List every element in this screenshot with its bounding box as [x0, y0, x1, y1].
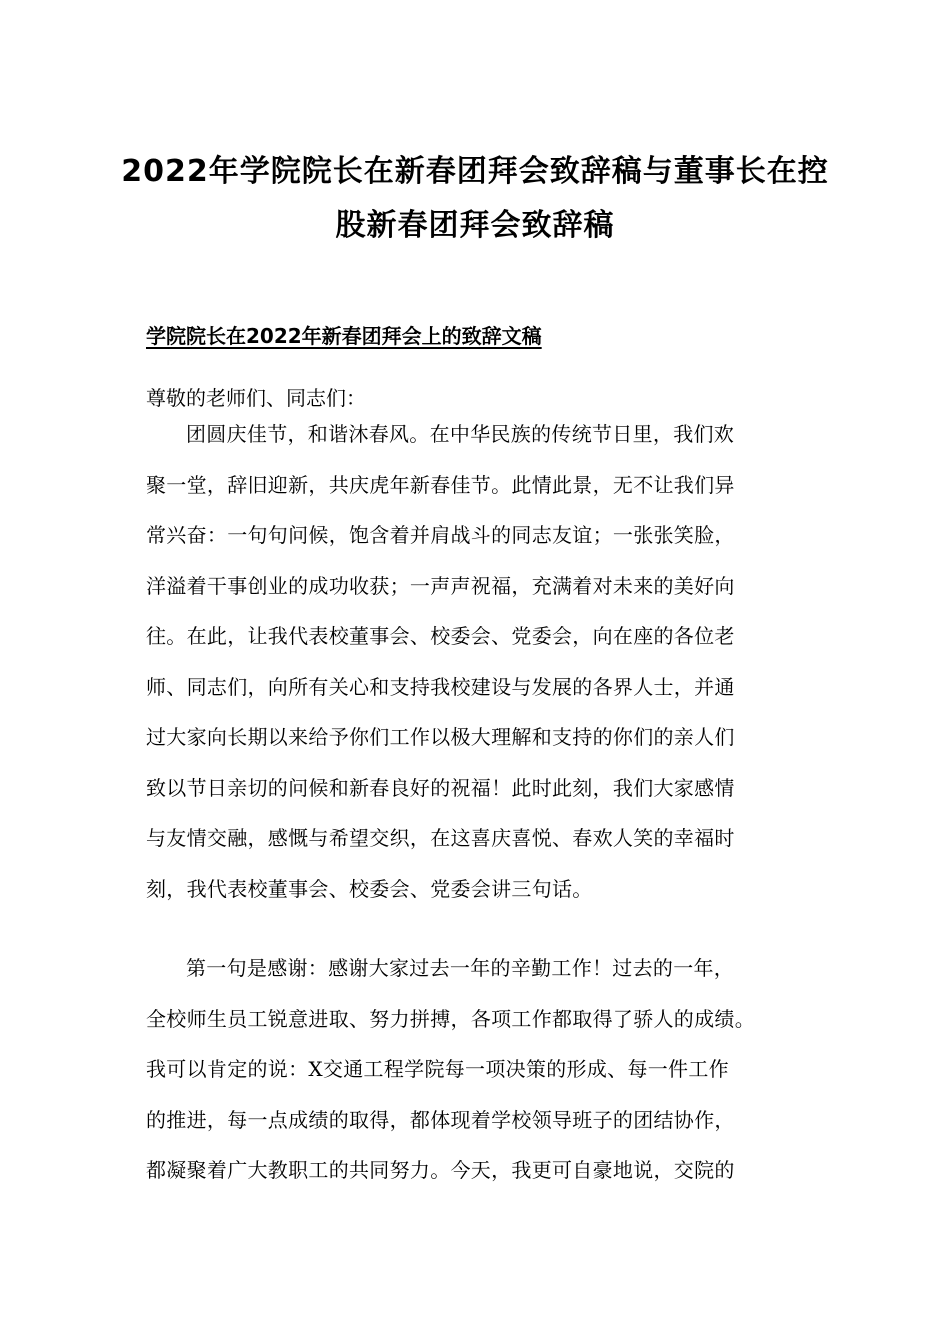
paragraph-line: 洋溢着干事创业的成功收获；一声声祝福，充满着对未来的美好向: [146, 573, 735, 598]
document-title-line-1: 2022年学院院长在新春团拜会致辞稿与董事长在控: [121, 154, 829, 189]
paragraph-line: 师、同志们，向所有关心和支持我校建设与发展的各界人士，并通: [146, 674, 735, 699]
paragraph-line: 都凝聚着广大教职工的共同努力。今天，我更可自豪地说，交院的: [146, 1158, 735, 1182]
paragraph-line: 团圆庆佳节，和谐沐春风。在中华民族的传统节日里，我们欢: [186, 422, 735, 446]
paragraph-line: 刻，我代表校董事会、校委会、党委会讲三句话。: [146, 876, 593, 901]
section-subheading: 学院院长在2022年新春团拜会上的致辞文稿: [146, 324, 542, 348]
paragraph-line: 与友情交融，感慨与希望交织，在这喜庆喜悦、春欢人笑的幸福时: [146, 826, 735, 850]
document-title-line-2: 股新春团拜会致辞稿: [335, 208, 615, 243]
paragraph-line: 常兴奋：一句句问候，饱含着并肩战斗的同志友谊；一张张笑脸，: [146, 523, 735, 547]
paragraph-line: 全校师生员工锐意进取、努力拼搏，各项工作都取得了骄人的成绩。: [146, 1006, 755, 1031]
paragraph-line: 聚一堂，辞旧迎新，共庆虎年新春佳节。此情此景，无不让我们异: [146, 472, 735, 497]
salutation: 尊敬的老师们、同志们：: [146, 386, 366, 410]
paragraph-line: 第一句是感谢：感谢大家过去一年的辛勤工作！过去的一年，: [186, 956, 735, 980]
paragraph-1: [146, 420, 806, 925]
paragraph-2: [146, 954, 806, 1207]
paragraph-line: 过大家向长期以来给予你们工作以极大理解和支持的你们的亲人们: [146, 725, 735, 749]
paragraph-line: 我可以肯定的说：X交通工程学院每一项决策的形成、每一件工作: [146, 1057, 729, 1081]
paragraph-line: 往。在此，让我代表校董事会、校委会、党委会，向在座的各位老: [146, 624, 735, 648]
paragraph-line: 的推进，每一点成绩的取得，都体现着学校领导班子的团结协作，: [146, 1107, 735, 1132]
paragraph-line: 致以节日亲切的问候和新春良好的祝福！此时此刻，我们大家感情: [146, 775, 735, 800]
